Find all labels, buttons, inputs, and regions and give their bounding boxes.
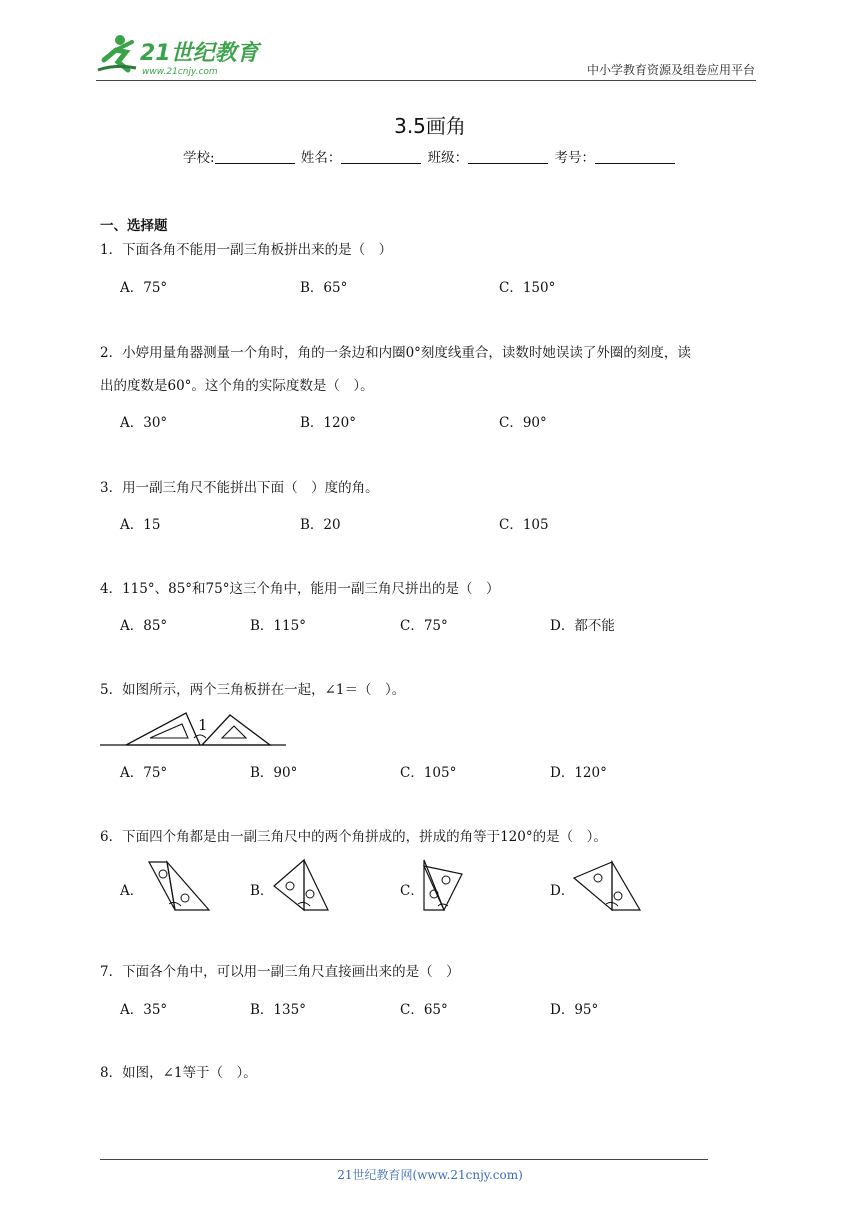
student-info (0, 146, 860, 166)
q5-option-b[interactable]: B．90° (250, 765, 298, 781)
q6-option-a[interactable]: A． (120, 883, 144, 899)
question-5-stem: 5．如图所示，两个三角板拼在一起，∠1＝（ ）。 (100, 682, 406, 698)
q5-triangles-figure (100, 708, 290, 748)
q2-option-b[interactable]: B．120° (300, 415, 356, 431)
name-label: 姓名： (300, 150, 342, 166)
q4-option-d[interactable]: D．都不能 (550, 618, 615, 634)
question-1-stem: 1．下面各角不能用一副三角板拼出来的是（ ） (100, 242, 393, 258)
q4-option-a[interactable]: A．85° (120, 618, 168, 634)
site-logo (96, 30, 266, 78)
q6-figure-a (145, 860, 211, 912)
school-label: 学校: (183, 150, 215, 166)
q1-option-b[interactable]: B．65° (300, 280, 348, 296)
question-2-stem-line2: 出的度数是60°。这个角的实际度数是（ ）。 (100, 378, 374, 394)
question-2-stem-line1: 2．小婷用量角器测量一个角时，角的一条边和内圈0°刻度线重合，读数时她误读了外圈的刻度，读 (100, 345, 691, 361)
q4-option-c[interactable]: C．75° (400, 618, 448, 634)
name-blank[interactable] (341, 150, 421, 164)
question-3-stem: 3．用一副三角尺不能拼出下面（ ）度的角。 (100, 480, 379, 496)
question-4-stem: 4．115°、85°和75°这三个角中，能用一副三角尺拼出的是（ ） (100, 581, 500, 597)
q6-figure-d (572, 858, 644, 914)
q3-option-b[interactable]: B．20 (300, 517, 341, 533)
q7-option-b[interactable]: B．135° (250, 1002, 306, 1018)
class-label: 班级： (427, 150, 469, 166)
question-6-stem: 6．下面四个角都是由一副三角尺中的两个角拼成的，拼成的角等于120°的是（ ）。 (100, 829, 607, 845)
logo-text: 21世纪教育 (140, 41, 259, 66)
q2-option-a[interactable]: A．30° (120, 415, 168, 431)
page-title: 3.5画角 (394, 114, 466, 138)
platform-label: 中小学教育资源及组卷应用平台 (586, 63, 755, 77)
logo-url: www.21cnjy.com (142, 67, 218, 77)
q3-option-c[interactable]: C．105 (499, 517, 549, 533)
exam-no-label: 考号： (554, 150, 595, 166)
q5-option-a[interactable]: A．75° (120, 765, 168, 781)
question-8-stem: 8．如图，∠1等于（ ）。 (100, 1065, 257, 1081)
q4-option-b[interactable]: B．115° (250, 618, 306, 634)
exam-no-blank[interactable] (595, 150, 675, 164)
q6-figure-c (420, 858, 466, 914)
header-divider (96, 80, 756, 81)
q2-option-c[interactable]: C．90° (499, 415, 547, 431)
q7-option-c[interactable]: C．65° (400, 1002, 448, 1018)
q1-option-a[interactable]: A．75° (120, 280, 168, 296)
section-heading: 一、选择题 (100, 218, 168, 234)
q7-option-a[interactable]: A．35° (120, 1002, 168, 1018)
class-blank[interactable] (468, 150, 548, 164)
q7-option-d[interactable]: D．95° (550, 1002, 599, 1018)
school-blank[interactable] (215, 150, 295, 164)
q6-option-d[interactable]: D． (550, 883, 575, 899)
q6-figure-b (270, 858, 332, 914)
q5-option-c[interactable]: C．105° (400, 765, 457, 781)
footer-text[interactable]: 21世纪教育网(www.21cnjy.com) (337, 1168, 523, 1182)
q1-option-c[interactable]: C．150° (499, 280, 556, 296)
q5-option-d[interactable]: D．120° (550, 765, 607, 781)
footer-divider (100, 1159, 708, 1160)
question-7-stem: 7．下面各个角中，可以用一副三角尺直接画出来的是（ ） (100, 964, 460, 980)
q6-option-b[interactable]: B． (250, 883, 274, 899)
q3-option-a[interactable]: A．15 (120, 517, 161, 533)
angle-1-label: 1 (198, 716, 208, 734)
q6-option-c[interactable]: C． (400, 883, 424, 899)
runner-icon (98, 35, 136, 70)
